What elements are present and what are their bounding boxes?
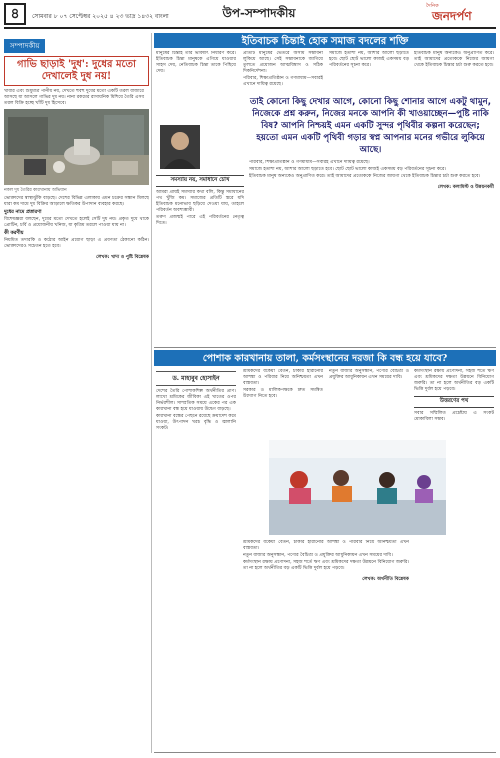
editorial-author: লেখক: কলামিস্ট ও উন্নয়নকর্মী (437, 185, 494, 190)
story2-banner (154, 350, 496, 366)
editorial-column-2 (243, 51, 323, 95)
editorial-lower-body (249, 160, 494, 340)
story2-column-3 (329, 369, 409, 437)
paragraph: সমাজে হতাশা নয়, আশার আলো ছড়াতে হবে। ছোট ছোট ভালো কাজই একসময় বড় পরিবর্তনের সূচনা করে। (249, 167, 447, 172)
paragraph: নতুন বাজার অনুসন্ধান, পণ্যের বৈচিত্র্য ও প্রযুক্তির আধুনিকায়ন এখন সময়ের দাবি। (329, 369, 409, 380)
editorial-column-4 (414, 51, 494, 95)
section-title: উপ-সম্পাদকীয় (222, 6, 296, 20)
page-number: ৪ (4, 3, 26, 25)
editorial-column-3 (329, 51, 409, 95)
story-divider (154, 347, 496, 348)
paragraph: প্রতিটি মানুষের ভেতরে অসীম সম্ভাবনা লুকিয়ে আছে। সেই সম্ভাবনাকে জাগিয়ে তুলতে প্রয়োজন আত্মবিশ্বাস ও সঠিক দিকনির্দেশনা। (243, 51, 323, 74)
paragraph: শ্রমিকদের বকেয়া বেতন, চাকরি হারানোর আশঙ্কা ও পরিবার নিয়ে অনিশ্চয়তা এখন বাস্তবতা। (243, 540, 409, 551)
paragraph: কারখানা বন্ধের পেছনে রয়েছে ক্রয়াদেশ কমে যাওয়া, উৎপাদন খরচ বৃদ্ধি ও জ্বালানি সংকট। (156, 414, 236, 431)
paragraph: নিয়মিত তদারকি ও কঠোর আইন প্রয়োগ ছাড়া এ প্রবণতা ঠেকানো কঠিন। ভোক্তাদেরও সচেতন হতে হবে। (4, 238, 149, 249)
left-headline: গাভি ছাড়াই 'দুধ': দুধের মতো দেখালেই দুধ নয়! (17, 59, 136, 82)
logo-name: জনদর্পণ (432, 9, 472, 23)
paragraph: আমরা প্রায়ই সমস্যার কথা বলি, কিন্তু সমাধানের পথ খুঁজি কম। সমাজের প্রতিটি স্তরে যদি ইতিবাচক মনোভাব ছড়িয়ে দেওয়া যায়, তাহলে পরিবর্তন অবশ্যম্ভাবী। (156, 190, 244, 213)
left-article (4, 33, 149, 753)
paragraph: পরিবার, শিক্ষাপ্রতিষ্ঠান ও গণমাধ্যম—সবারই এখানে দায়িত্ব রয়েছে। (249, 160, 370, 165)
photo-caption: নকল দুধ তৈরির কারখানায় অভিযান (4, 188, 67, 193)
garment-factory-illustration (269, 440, 446, 535)
paragraph: বিশেষজ্ঞরা বলছেন, দুধের মতো দেখতে হলেই সেটি দুধ নয়। প্রকৃত দুধে থাকে প্রোটিন, চর্বি ও প্রয়োজনীয় খনিজ, যা কৃত্রিম তরলে পাওয়া যায় না। (4, 217, 149, 228)
author-line: লেখক: খাদ্য ও পুষ্টি বিশ্লেষক (96, 255, 149, 260)
header-rule (4, 27, 496, 29)
story2-subhead: উত্তরণের পথ (414, 396, 494, 408)
lead-paragraph: খাবার এবং শুধুমাত্র পানীয় নয়, দেখতে হুবহু দুধের মতো একটি তরল বাজারে আসছে যা আসলে গাভির দুধ নয়। নানা রকমের রাসায়নিক মিশিয়ে তৈরি এসব তরল বিক্রি হচ্ছে খাঁটি দুধ হিসেবে। (4, 89, 145, 106)
editorial-title: ইতিবাচক চিন্তাই হোক সমাজ বদলের শক্তি (241, 36, 409, 47)
paragraph: ভোক্তাদের স্বাস্থ্যঝুঁকি বাড়ছে। দেশের বিভিন্ন এলাকায় এমন চক্রের সন্ধান মিলছে যারা কম দামে দুধ বিক্রির আড়ালে ক্ষতিকর উপাদান ব্যবহার করছে। (4, 196, 149, 207)
author-portrait (160, 125, 200, 169)
story2-byline: ড. মাহাবুব হোসাইন (156, 371, 236, 386)
paragraph: তরুণ প্রজন্মই পারে এই পরিবর্তনের নেতৃত্ব দিতে। (156, 215, 244, 226)
column-divider (151, 33, 152, 753)
paragraph: কর্মসংস্থান রক্ষায় প্রণোদনা, সহজ শর্তে ঋণ এবং শ্রমিকদের দক্ষতা উন্নয়নে বিনিয়োগ জরুরি। তা না হলে অর্থনীতির বড় একটি ভিত্তি দুর্বল হয়ে পড়বে। (414, 369, 494, 392)
paragraph: সমাজে হতাশা নয়, আশার আলো ছড়াতে হবে। ছোট ছোট ভালো কাজই একসময় বড় পরিবর্তনের সূচনা করে। (329, 51, 409, 68)
paragraph: মানুষের চিন্তাই তার ভবিষ্যৎ নির্ধারণ করে। ইতিবাচক চিন্তা মানুষকে এগিয়ে যাওয়ার সাহস দেয়, নেতিবাচক চিন্তা তাকে পিছিয়ে দেয়। (156, 51, 236, 74)
pull-quote: তাই কোনো কিছু দেখার আগে, কোনো কিছু শোনার আগে একটু থামুন, নিজেকে প্রশ্ন করুন, নিজের মনকে আপনি কী খাওয়াচ্ছেন—পুষ্টি নাকি বিষ? আপনি নিশ্চয়ই এমন একটি সুন্দর পৃথিবীর কল্পনা করেছেন; হয়তো এমন একটি পৃথিবী গড়ার স্বপ্ন আপনার মনের গভীরে লুকিয়ে আছে। (249, 97, 492, 154)
dateline: সোমবার ৮ ০৭ সেপ্টেম্বর ২০২৫ ৪ ২৩ ভাদ্র ১৪৩২ বাংলা (32, 13, 169, 20)
factory-photo (269, 440, 446, 535)
editorial-subhead: সমস্যায় নয়, সমাধানে চোখ (156, 175, 244, 187)
paragraph: সরকার ও মালিকপক্ষকে দ্রুত সমন্বিত উদ্যোগ নিতে হবে। (243, 388, 323, 399)
page-header (4, 3, 496, 25)
footer-rule (154, 752, 496, 753)
article-photo (4, 109, 149, 185)
subhead: কী করণীয় (4, 231, 24, 236)
paragraph: নতুন বাজার অনুসন্ধান, পণ্যের বৈচিত্র্য ও প্রযুক্তির আধুনিকায়ন এখন সময়ের দাবি। (243, 553, 393, 558)
cow-farm-photo-illustration (4, 109, 149, 185)
paragraph: দেশের তৈরি পোশাকশিল্প অর্থনীতির প্রাণ। লাখো শ্রমিকের জীবিকা এই খাতের ওপর নির্ভরশীল। সাম্প্রতিক সময়ে একের পর এক কারখানা বন্ধ হয়ে যাওয়ায় উদ্বেগ বাড়ছে। (156, 389, 236, 412)
masthead-logo (426, 3, 496, 25)
story2-column-1 (156, 369, 236, 749)
story2-column-4 (414, 369, 494, 749)
story2-title: পোশাক কারখানায় তালা, কর্মসংস্থানের দরজা কি বন্ধ হয়ে যাবে? (202, 353, 448, 364)
story2-column-2 (243, 369, 323, 437)
editorial-banner (154, 33, 496, 48)
author-photo (160, 125, 200, 169)
paragraph: শ্রমিকদের বকেয়া বেতন, চাকরি হারানোর আশঙ্কা ও পরিবার নিয়ে অনিশ্চয়তা এখন বাস্তবতা। (243, 369, 323, 386)
paragraph: পরিবার, শিক্ষাপ্রতিষ্ঠান ও গণমাধ্যম—সবারই এখানে দায়িত্ব রয়েছে। (243, 76, 323, 87)
story2-author: লেখক: অর্থনীতি বিশ্লেষক (362, 577, 409, 582)
paragraph: সবার সম্মিলিত প্রচেষ্টায় এ সংকট মোকাবিলা সম্ভব। (414, 411, 494, 422)
subhead: দুধের নামে প্রতারণা (4, 210, 42, 215)
story2-lower-body (243, 540, 409, 750)
logo-tagline: দৈনিক (426, 3, 439, 9)
paragraph: কর্মসংস্থান রক্ষায় প্রণোদনা, সহজ শর্তে ঋণ এবং শ্রমিকদের দক্ষতা উন্নয়নে বিনিয়োগ জরুরি। তা না হলে অর্থনীতির বড় একটি ভিত্তি দুর্বল হয়ে পড়বে। (243, 560, 409, 571)
editorial-column-1 (156, 51, 236, 123)
headline-box (4, 56, 149, 86)
paragraph: ইতিবাচক মানুষ অন্যকেও অনুপ্রাণিত করে। তাই আমাদের প্রত্যেককে নিজের জায়গা থেকে ইতিবাচক চিন্তার চর্চা শুরু করতে হবে। (249, 174, 481, 179)
paragraph: ইতিবাচক মানুষ অন্যকেও অনুপ্রাণিত করে। তাই আমাদের প্রত্যেককে নিজের জায়গা থেকে ইতিবাচক চিন্তার চর্চা শুরু করতে হবে। (414, 51, 494, 68)
kicker-label: সম্পাদকীয় (4, 39, 45, 53)
